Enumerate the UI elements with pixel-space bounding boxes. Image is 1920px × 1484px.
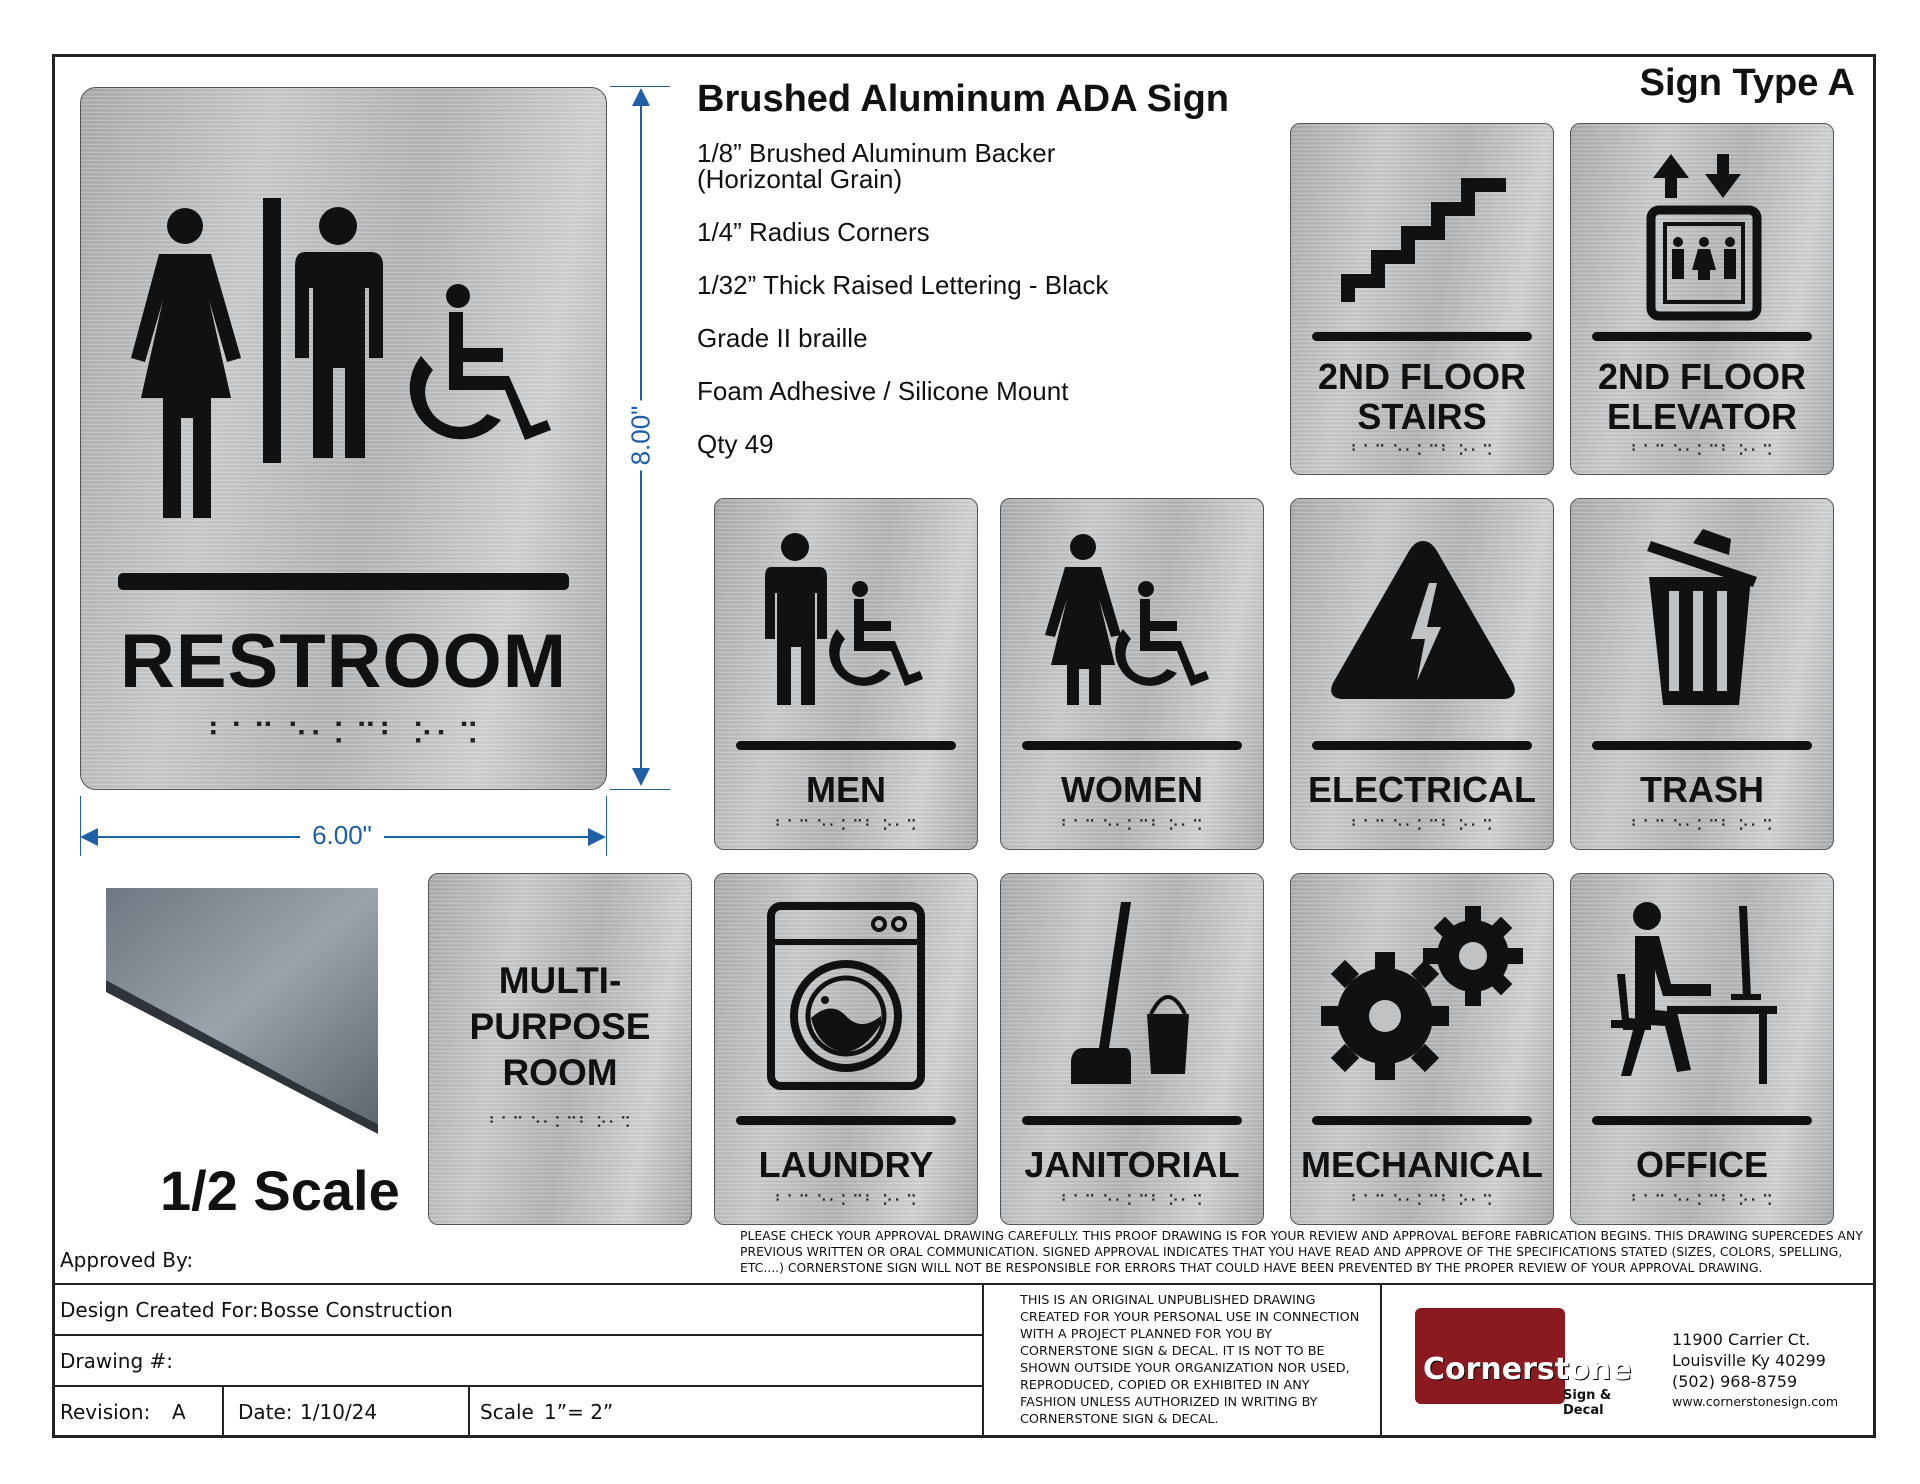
drawing-number-label: Drawing #: [60, 1349, 174, 1373]
sign-label: JANITORIAL [1024, 1144, 1240, 1185]
sign-label: PURPOSE [469, 1006, 651, 1047]
women-accessible-icon [1001, 529, 1264, 729]
revision-label: Revision: [60, 1400, 151, 1424]
logo-sub: Sign & Decal [1563, 1388, 1612, 1418]
braille-text: ⠃⠁⠉ ⠑⠂⠅⠉⠃ ⠕⠂⠩ [774, 817, 918, 835]
restroom-sign [80, 87, 607, 790]
sign-label: ROOM [502, 1052, 618, 1093]
sign-stairs [1290, 123, 1554, 475]
braille-text: ⠃⠁⠉ ⠑⠂⠅⠉⠃ ⠕⠂⠩ [774, 1192, 918, 1210]
sign-label: ELEVATOR [1606, 396, 1798, 437]
date-label: Date: [238, 1400, 293, 1424]
dim-tick-left [80, 796, 81, 856]
spec-braille: Grade II braille [697, 323, 868, 353]
braille-text: ⠃⠁⠉ ⠑⠂⠅⠉⠃ ⠕⠂⠩ [1350, 1192, 1494, 1210]
scale-label: Scale [480, 1400, 534, 1424]
tb-vrule-2 [1380, 1283, 1382, 1438]
sign-label: MEN [806, 769, 886, 810]
braille-text: ⠃⠁⠉ ⠑⠂⠅⠉⠃ ⠕⠂⠩ [1350, 442, 1494, 460]
design-for-label: Design Created For: [60, 1298, 259, 1322]
trash-can-icon [1571, 519, 1834, 719]
scale-value: 1”= 2” [544, 1400, 614, 1424]
revision-value: A [172, 1400, 186, 1424]
braille-text: ⠃⠁⠉ ⠑⠂⠅⠉⠃ ⠕⠂⠩ [1060, 1192, 1204, 1210]
arrow-left-icon [80, 828, 98, 846]
sign-label: WOMEN [1061, 769, 1203, 810]
page-title: Brushed Aluminum ADA Sign [697, 78, 1229, 120]
disclaimer-text: PLEASE CHECK YOUR APPROVAL DRAWING CAREFULLY. THIS PROOF DRAWING IS FOR YOUR REVIEW AND APPROVAL BEFORE FABRICATION BEGINS. THIS DRAWING SUPERCEDES ANY PREVIOUS WRITTEN OR ORAL COMMUNICATION. SIGNED APPROVAL INDICATES THAT YOU HAVE READ AND APPROVE OF THE SPECIFICATIONS STATED (SIZES, COLORS, SPELLING, ETC....) CORNERSTONE SIGN WILL NOT BE RESPONSIBLE FOR ERRORS THAT COULD HAVE BEEN PREVENTED BY THE PROPER REVIEW OF YOUR APPROVAL DRAWING. [740, 1228, 1863, 1275]
sign-label: ELECTRICAL [1308, 769, 1536, 810]
washing-machine-icon [715, 900, 978, 1100]
braille-text: ⠃⠁⠉ ⠑⠂⠅⠉⠃ ⠕⠂⠩ [1060, 817, 1204, 835]
sign-label: LAUNDRY [758, 1144, 934, 1185]
sign-label: OFFICE [1636, 1144, 1768, 1185]
sign-electrical [1290, 498, 1554, 850]
company-website[interactable]: www.cornerstonesign.com [1672, 1394, 1839, 1409]
width-dimension-label: 6.00" [300, 820, 384, 851]
dim-tick-right [606, 796, 607, 856]
restroom-icons-icon [81, 188, 607, 518]
desk-worker-icon [1571, 900, 1834, 1100]
company-phone: (502) 968-8759 [1672, 1372, 1798, 1391]
dim-tick-top [610, 86, 670, 87]
mop-bucket-icon [1001, 898, 1264, 1098]
sign-mechanical [1290, 873, 1554, 1225]
company-address-1: 11900 Carrier Ct. [1672, 1330, 1811, 1349]
arrow-up-icon [632, 88, 650, 106]
sign-label: 2ND FLOOR [1317, 356, 1526, 397]
stairs-icon [1291, 154, 1554, 334]
spec-mount: Foam Adhesive / Silicone Mount [697, 376, 1069, 406]
men-accessible-icon [715, 529, 978, 729]
spec-corners: 1/4” Radius Corners [697, 217, 930, 247]
sign-type-label: Sign Type A [1639, 62, 1855, 104]
braille-text: ⠃⠁⠉ ⠑⠂⠅⠉⠃ ⠕⠂⠩ [1630, 1192, 1774, 1210]
spec-qty: Qty 49 [697, 429, 774, 459]
design-for-value: Bosse Construction [260, 1298, 453, 1322]
tb-rule-2 [52, 1385, 982, 1387]
sign-multipurpose [428, 873, 692, 1225]
scale-note: 1/2 Scale [160, 1159, 400, 1222]
sign-label: MULTI- [498, 960, 622, 1001]
company-logo [1415, 1308, 1655, 1418]
braille-text: ⠃⠁⠉ ⠑⠂⠅⠉⠃ ⠕⠂⠩ [488, 1114, 632, 1132]
tb-rule-1 [52, 1334, 982, 1336]
approved-by-label: Approved By: [60, 1248, 194, 1272]
spec-grain: (Horizontal Grain) [697, 164, 903, 194]
braille-text: ⠃⠁⠉ ⠑⠂⠅⠉⠃ ⠕⠂⠩ [1630, 442, 1774, 460]
sign-laundry [714, 873, 978, 1225]
sign-label: STAIRS [1357, 396, 1487, 437]
elevator-icon [1571, 138, 1834, 328]
sign-label: 2ND FLOOR [1597, 356, 1806, 397]
logo-name: Cornerstone [1423, 1352, 1632, 1387]
high-voltage-icon [1291, 535, 1554, 735]
braille-text: ⠃⠁⠉ ⠑⠂⠅⠉⠃ ⠕⠂⠩ [1630, 817, 1774, 835]
dim-tick-bottom [610, 789, 670, 790]
height-dimension-label: 8.00" [626, 401, 657, 471]
arrow-right-icon [588, 828, 606, 846]
sign-women [1000, 498, 1264, 850]
spec-backer: 1/8” Brushed Aluminum Backer [697, 138, 1056, 168]
braille-text: ⠃⠁⠉ ⠑⠂⠅⠉⠃ ⠕⠂⠩ [1350, 817, 1494, 835]
sign-office [1570, 873, 1834, 1225]
sign-trash [1570, 498, 1834, 850]
spec-lettering: 1/32” Thick Raised Lettering - Black [697, 270, 1109, 300]
aluminum-sample-image [106, 888, 378, 1158]
arrow-down-icon [632, 768, 650, 786]
sign-men [714, 498, 978, 850]
sign-label: TRASH [1640, 769, 1764, 810]
restroom-label: RESTROOM [119, 619, 568, 704]
gears-icon [1291, 898, 1554, 1098]
company-address-2: Louisville Ky 40299 [1672, 1351, 1826, 1370]
date-value: 1/10/24 [300, 1400, 378, 1424]
notice-text: THIS IS AN ORIGINAL UNPUBLISHED DRAWING CREATED FOR YOUR PERSONAL USE IN CONNECTION WITH A PROJECT PLANNED FOR YOU BY CORNERSTONE SIGN & DECAL. IT IS NOT TO BE SHOWN OUTSIDE YOUR ORGANIZATION NOR USED, REPRODUCED, COPIED OR EXHIBITED IN ANY FASHION UNLESS AUTHORIZED IN WRITING BY CORNERSTONE SIGN & DECAL. [1020, 1293, 1360, 1427]
sign-elevator [1570, 123, 1834, 475]
tb-top-rule [52, 1283, 1876, 1285]
sign-label: MECHANICAL [1301, 1144, 1543, 1185]
tb-vrule-1 [982, 1283, 984, 1438]
tb-vrule-4 [468, 1385, 470, 1438]
braille-text: ⠃⠁⠉ ⠑⠂⠅⠉⠃ ⠕⠂⠩ [206, 718, 481, 753]
sign-janitorial [1000, 873, 1264, 1225]
tb-vrule-3 [222, 1385, 224, 1438]
